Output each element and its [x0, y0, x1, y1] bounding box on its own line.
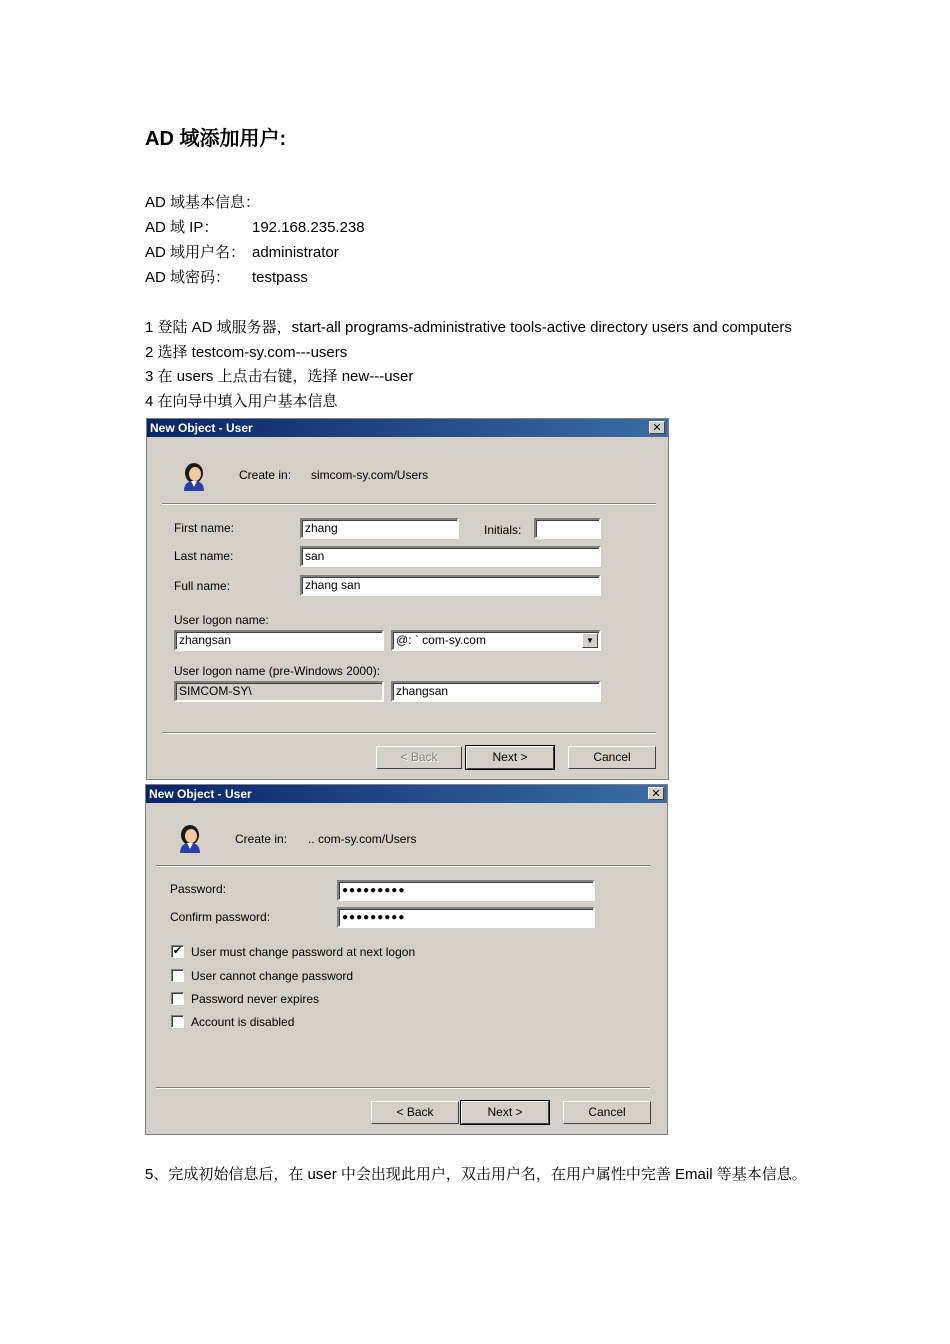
dialog-title-bar [147, 419, 668, 437]
checkmark-icon: ✔ [172, 945, 183, 957]
last-name-input[interactable]: san [300, 546, 601, 567]
dialog-title: New Object - User [149, 787, 252, 801]
must-change-label: User must change password at next logon [191, 945, 416, 959]
last-name-label: Last name: [174, 549, 234, 563]
account-disabled-label: Account is disabled [191, 1015, 295, 1029]
initials-input[interactable] [534, 518, 601, 539]
step-3: 3 在 users 上点击右键，选择 new---user [145, 368, 414, 385]
user-icon [180, 461, 208, 491]
cannot-change-label: User cannot change password [191, 969, 354, 983]
initials-label: Initials: [484, 523, 522, 537]
dialog-title-bar [146, 785, 667, 803]
create-in-value: .. com-sy.com/Users [308, 832, 417, 846]
must-change-checkbox[interactable] [171, 945, 184, 958]
first-name-input[interactable]: zhang [300, 518, 459, 539]
next-button[interactable]: Next > [466, 746, 554, 769]
info-user-label: AD 域用户名： [145, 244, 246, 261]
pre2000-label: User logon name (pre-Windows 2000): [174, 664, 381, 678]
info-ip-label: AD 域 IP： [145, 219, 219, 236]
close-icon: ✕ [651, 788, 661, 800]
info-heading: AD 域基本信息： [145, 194, 261, 211]
pre2000-domain-field: SIMCOM-SY\ [174, 681, 384, 702]
step-4: 4 在向导中填入用户基本信息 [145, 393, 338, 410]
new-user-dialog-1 [146, 418, 669, 780]
close-button[interactable] [649, 421, 665, 434]
password-input[interactable]: ●●●●●●●●● [337, 880, 595, 901]
step-2: 2 选择 testcom-sy.com---users [145, 344, 348, 361]
domain-select[interactable] [391, 630, 601, 651]
info-user-value: administrator [252, 244, 339, 261]
info-pass-label: AD 域密码： [145, 269, 231, 286]
never-expires-label: Password never expires [191, 992, 320, 1006]
separator [156, 865, 650, 867]
step-5: 5、完成初始信息后，在 user 中会出现此用户，双击用户名，在用户属性中完善 Email 等基本信息。 [145, 1166, 807, 1183]
new-user-dialog-2 [145, 784, 668, 1135]
full-name-input[interactable]: zhang san [300, 575, 601, 596]
cancel-button[interactable]: Cancel [568, 746, 656, 769]
never-expires-checkbox[interactable] [171, 992, 184, 1005]
password-label: Password: [170, 882, 227, 896]
confirm-password-label: Confirm password: [170, 910, 271, 924]
create-in-label: Create in: [235, 832, 288, 846]
chevron-down-icon[interactable]: ▼ [582, 633, 598, 648]
back-button[interactable]: < Back [371, 1101, 459, 1124]
close-icon: ✕ [652, 422, 662, 434]
pre2000-logon-input[interactable]: zhangsan [391, 681, 601, 702]
close-button[interactable] [648, 787, 664, 800]
full-name-label: Full name: [174, 579, 231, 593]
separator [162, 732, 656, 734]
separator [156, 1087, 650, 1089]
step-1: 1 登陆 AD 域服务器，start-all programs-administrative tools-active directory users and computers [145, 319, 792, 336]
domain-select-value: @: ` com-sy.com [396, 633, 486, 647]
separator [162, 503, 656, 505]
create-in-value: simcom-sy.com/Users [311, 468, 429, 482]
logon-name-input[interactable]: zhangsan [174, 630, 384, 651]
cannot-change-checkbox[interactable] [171, 969, 184, 982]
logon-name-label: User logon name: [174, 613, 269, 627]
cancel-button[interactable]: Cancel [563, 1101, 651, 1124]
account-disabled-checkbox[interactable] [171, 1015, 184, 1028]
page-title: AD 域添加用户: [145, 128, 287, 150]
create-in-label: Create in: [239, 468, 292, 482]
confirm-password-input[interactable]: ●●●●●●●●● [337, 907, 595, 928]
back-button[interactable]: < Back [376, 746, 462, 769]
info-pass-value: testpass [252, 269, 308, 286]
user-icon [176, 823, 204, 853]
next-button[interactable]: Next > [461, 1101, 549, 1124]
dialog-title: New Object - User [150, 421, 253, 435]
first-name-label: First name: [174, 521, 235, 535]
info-ip-value: 192.168.235.238 [252, 219, 365, 236]
